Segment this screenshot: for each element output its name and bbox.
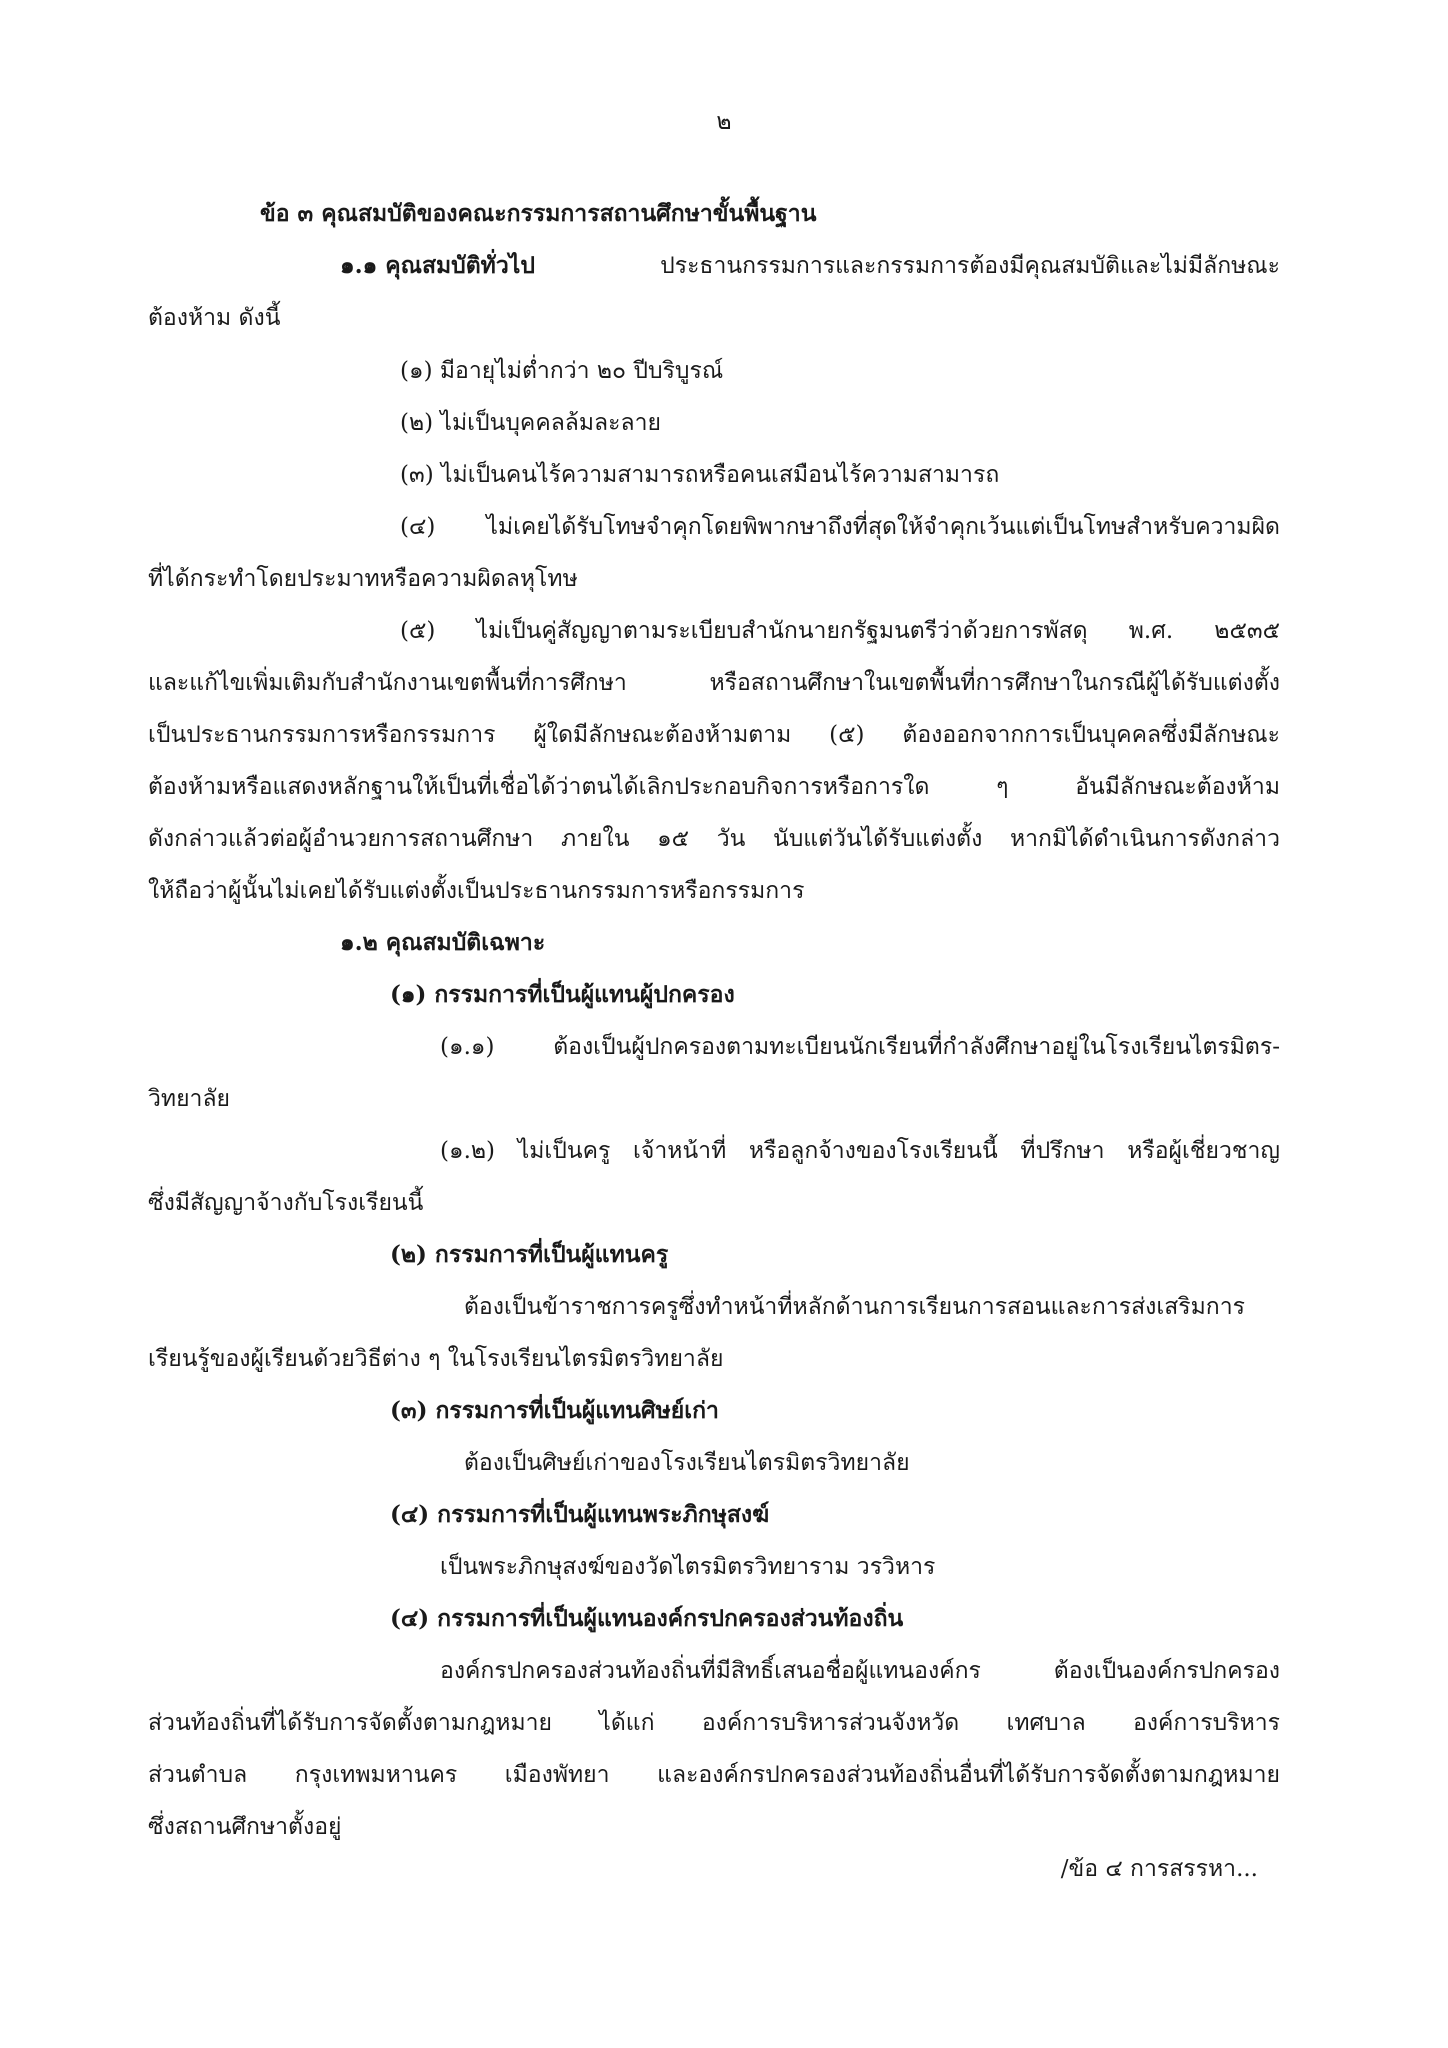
teacher-line-1: ต้องเป็นข้าราชการครูซึ่งทำหน้าที่หลักด้านการเรียนการสอนและการส่งเสริมการ xyxy=(464,1294,1245,1320)
page-number: ๒ xyxy=(716,109,732,135)
general-item-2: (๒) ไม่เป็นบุคคลล้มละลาย xyxy=(400,410,661,436)
general-item-5-line-2: และแก้ไขเพิ่มเติมกับสำนักงานเขตพื้นที่การศึกษา หรือสถานศึกษาในเขตพื้นที่การศึกษาในกรณีผู้ได้รับแต่งตั้ง xyxy=(148,670,1280,696)
monk-line-1: เป็นพระภิกษุสงฆ์ของวัดไตรมิตรวิทยาราม วรวิหาร xyxy=(440,1554,936,1580)
section-heading: ข้อ ๓ คุณสมบัติของคณะกรรมการสถานศึกษาขั้นพื้นฐาน xyxy=(260,200,817,227)
parent-item-1-line-2: วิทยาลัย xyxy=(148,1086,231,1112)
general-item-5-line-1: (๕) ไม่เป็นคู่สัญญาตามระเบียบสำนักนายกรัฐมนตรีว่าด้วยการพัสดุ พ.ศ. ๒๕๓๕ xyxy=(400,618,1280,644)
parent-item-1-line-1: (๑.๑) ต้องเป็นผู้ปกครองตามทะเบียนนักเรียนที่กำลังศึกษาอยู่ในโรงเรียนไตรมิตร- xyxy=(440,1034,1280,1060)
general-item-3: (๓) ไม่เป็นคนไร้ความสามารถหรือคนเสมือนไร้ความสามารถ xyxy=(400,462,1000,488)
local-government-line-3: ส่วนตำบล กรุงเทพมหานคร เมืองพัทยา และองค์กรปกครองส่วนท้องถิ่นอื่นที่ได้รับการจัดตั้งตามกฎหมาย xyxy=(148,1762,1280,1788)
general-qualifications-heading: ๑.๑ คุณสมบัติทั่วไป xyxy=(340,252,535,279)
general-item-5-line-3: เป็นประธานกรรมการหรือกรรมการ ผู้ใดมีลักษณะต้องห้ามตาม (๕) ต้องออกจากการเป็นบุคคลซึ่งมีลักษณะ xyxy=(148,722,1280,748)
general-item-5-line-6: ให้ถือว่าผู้นั้นไม่เคยได้รับแต่งตั้งเป็นประธานกรรมการหรือกรรมการ xyxy=(148,878,805,904)
parent-representative-heading: (๑) กรรมการที่เป็นผู้แทนผู้ปกครอง xyxy=(390,981,735,1008)
general-item-1: (๑) มีอายุไม่ต่ำกว่า ๒๐ ปีบริบูรณ์ xyxy=(400,358,724,384)
parent-item-2-line-2: ซึ่งมีสัญญาจ้างกับโรงเรียนนี้ xyxy=(148,1190,424,1216)
local-government-line-4: ซึ่งสถานศึกษาตั้งอยู่ xyxy=(148,1814,342,1840)
monk-representative-heading: (๔) กรรมการที่เป็นผู้แทนพระภิกษุสงฆ์ xyxy=(390,1501,770,1528)
general-item-4-line-1: (๔) ไม่เคยได้รับโทษจำคุกโดยพิพากษาถึงที่สุดให้จำคุกเว้นแต่เป็นโทษสำหรับความผิด xyxy=(400,514,1280,540)
local-government-representative-heading: (๔) กรรมการที่เป็นผู้แทนองค์กรปกครองส่วนท้องถิ่น xyxy=(390,1605,904,1632)
continuation-note: /ข้อ ๔ การสรรหา... xyxy=(1060,1856,1258,1882)
alumni-representative-heading: (๓) กรรมการที่เป็นผู้แทนศิษย์เก่า xyxy=(390,1397,719,1424)
general-item-5-line-4: ต้องห้ามหรือแสดงหลักฐานให้เป็นที่เชื่อได้ว่าตนได้เลิกประกอบกิจการหรือการใด ๆ อันมีลักษณะต้องห้าม xyxy=(148,774,1280,800)
teacher-line-2: เรียนรู้ของผู้เรียนด้วยวิธีต่าง ๆ ในโรงเรียนไตรมิตรวิทยาลัย xyxy=(148,1346,724,1372)
general-item-5-line-5: ดังกล่าวแล้วต่อผู้อำนวยการสถานศึกษา ภายใน ๑๕ วัน นับแต่วันได้รับแต่งตั้ง หากมิได้ดำเนินการดังกล่าว xyxy=(148,826,1280,852)
specific-qualifications-heading: ๑.๒ คุณสมบัติเฉพาะ xyxy=(340,929,546,956)
alumni-line-1: ต้องเป็นศิษย์เก่าของโรงเรียนไตรมิตรวิทยาลัย xyxy=(464,1450,910,1476)
local-government-line-2: ส่วนท้องถิ่นที่ได้รับการจัดตั้งตามกฎหมาย ได้แก่ องค์การบริหารส่วนจังหวัด เทศบาล องค์การบริหาร xyxy=(148,1710,1280,1736)
local-government-line-1: องค์กรปกครองส่วนท้องถิ่นที่มีสิทธิ์เสนอชื่อผู้แทนองค์กร ต้องเป็นองค์กรปกครอง xyxy=(440,1658,1280,1684)
parent-item-2-line-1: (๑.๒) ไม่เป็นครู เจ้าหน้าที่ หรือลูกจ้างของโรงเรียนนี้ ที่ปรึกษา หรือผู้เชี่ยวชาญ xyxy=(440,1138,1280,1164)
teacher-representative-heading: (๒) กรรมการที่เป็นผู้แทนครู xyxy=(390,1241,669,1268)
general-item-4-line-2: ที่ได้กระทำโดยประมาทหรือความผิดลหุโทษ xyxy=(148,566,578,592)
general-intro-line-1: ประธานกรรมการและกรรมการต้องมีคุณสมบัติและไม่มีลักษณะ xyxy=(660,253,1280,279)
general-intro-line-2: ต้องห้าม ดังนี้ xyxy=(148,305,281,331)
